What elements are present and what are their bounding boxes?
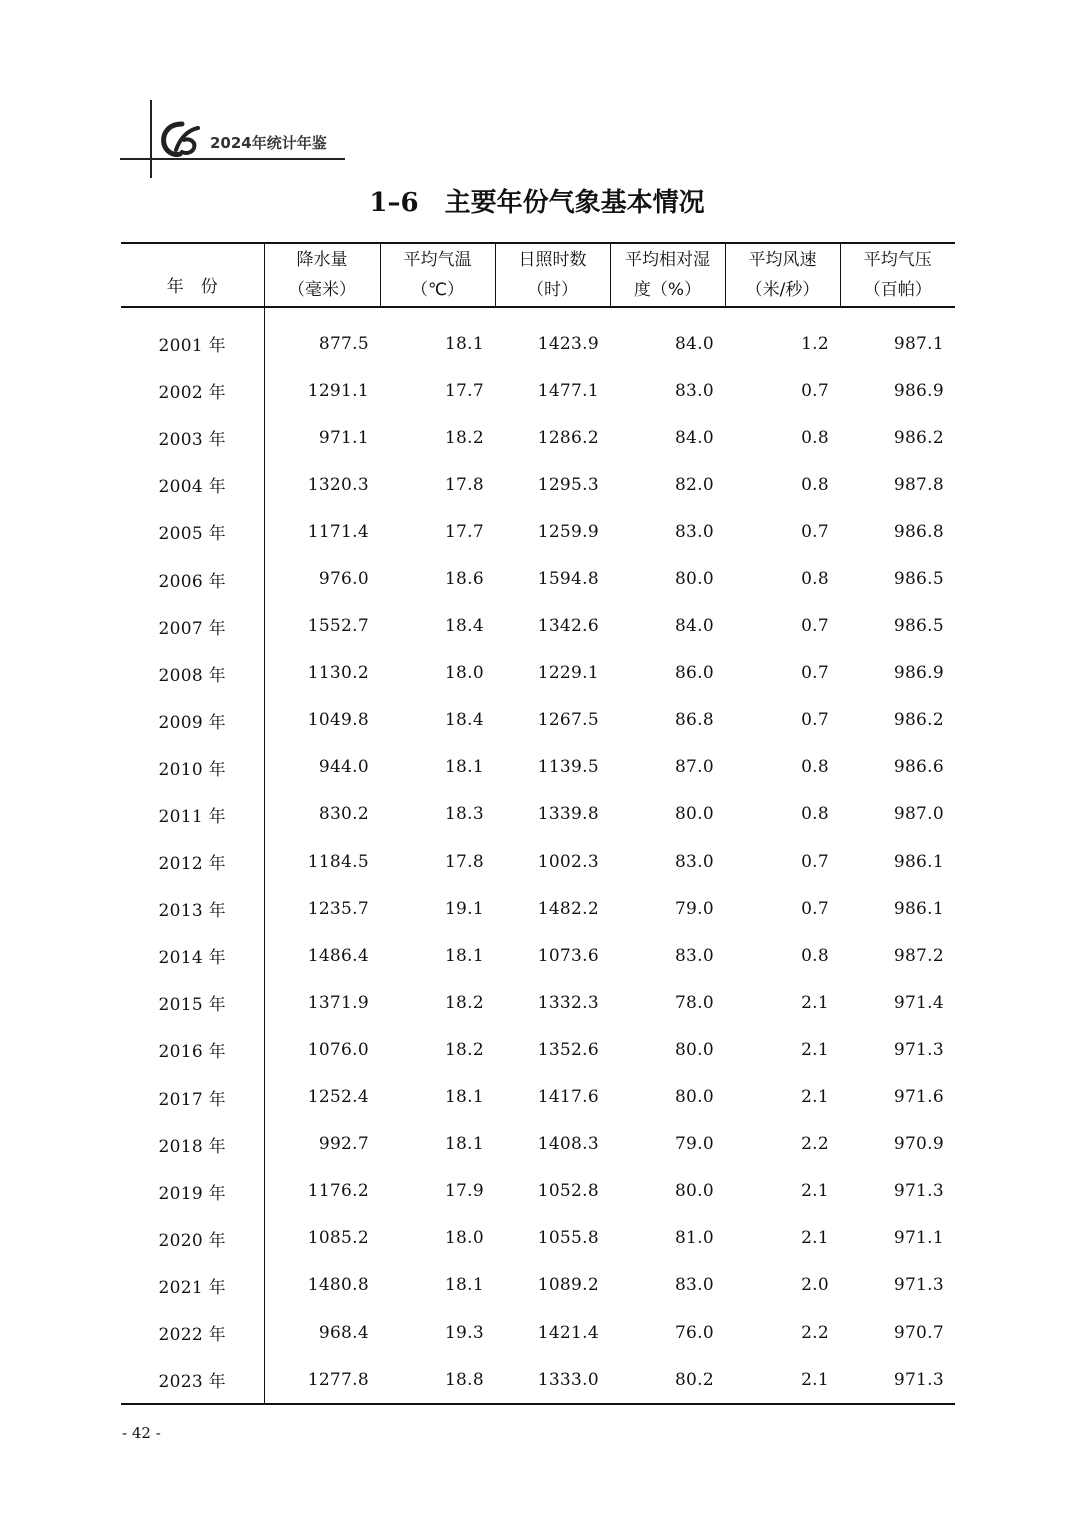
table-row xyxy=(121,979,955,1026)
column-header-line1: 平均相对湿 xyxy=(625,250,710,270)
year-cell: 2020 年 xyxy=(121,1215,264,1262)
table-row xyxy=(121,791,955,838)
column-header xyxy=(121,243,264,307)
value-cell: 1229.1 xyxy=(537,663,599,684)
value-cell: 18.3 xyxy=(444,804,484,825)
value-cell: 18.1 xyxy=(444,757,484,778)
value-cell: 986.5 xyxy=(893,616,944,637)
column-header-line1: 降水量 xyxy=(296,250,348,270)
value-cell: 1267.5 xyxy=(537,710,599,731)
value-cell: 1291.1 xyxy=(307,380,369,401)
value-cell: 0.8 xyxy=(801,474,829,495)
value-cell: 987.2 xyxy=(893,945,944,966)
value-cell: 0.8 xyxy=(801,945,829,966)
value-cell: 0.7 xyxy=(801,710,829,731)
year-cell: 2015 年 xyxy=(121,979,264,1026)
value-cell: 1342.6 xyxy=(537,616,599,637)
value-cell: 971.3 xyxy=(840,1356,955,1404)
table-body xyxy=(121,307,955,1404)
value-cell: 2.1 xyxy=(801,1181,829,1202)
table-row xyxy=(121,603,955,650)
column-header-line2: （米/秒） xyxy=(745,280,820,300)
value-cell: 1085.2 xyxy=(307,1228,369,1249)
table-title-text: 主要年份气象基本情况 xyxy=(444,188,705,218)
value-cell: 1277.8 xyxy=(264,1356,380,1404)
value-cell: 81.0 xyxy=(674,1228,714,1249)
value-cell: 0.7 xyxy=(801,521,829,542)
value-cell: 2.1 xyxy=(801,1228,829,1249)
value-cell: 2.1 xyxy=(801,992,829,1013)
value-cell: 19.3 xyxy=(444,1322,484,1343)
book-title: 2024年统计年鉴 xyxy=(210,134,327,152)
value-cell: 18.1 xyxy=(444,333,484,354)
value-cell: 1486.4 xyxy=(307,945,369,966)
year-cell: 2001 年 xyxy=(121,307,264,367)
table-row xyxy=(121,1309,955,1356)
year-cell: 2018 年 xyxy=(121,1121,264,1168)
table-row xyxy=(121,1074,955,1121)
value-cell: 986.8 xyxy=(893,521,944,542)
value-cell: 1295.3 xyxy=(537,474,599,495)
value-cell: 944.0 xyxy=(318,757,369,778)
table-row xyxy=(121,307,955,367)
value-cell: 17.9 xyxy=(444,1181,484,1202)
page-header xyxy=(120,100,350,180)
value-cell: 970.9 xyxy=(893,1134,944,1155)
year-cell: 2016 年 xyxy=(121,1026,264,1073)
year-cell: 2023 年 xyxy=(121,1356,264,1404)
value-cell: 1371.9 xyxy=(307,992,369,1013)
table-row xyxy=(121,414,955,461)
year-cell: 2006 年 xyxy=(121,555,264,602)
value-cell: 87.0 xyxy=(674,757,714,778)
weather-table xyxy=(121,242,955,1405)
year-cell: 2012 年 xyxy=(121,838,264,885)
table-row xyxy=(121,744,955,791)
table-number: 1–6 xyxy=(369,188,419,218)
value-cell: 18.2 xyxy=(444,427,484,448)
value-cell: 0.7 xyxy=(801,380,829,401)
value-cell: 2.0 xyxy=(801,1275,829,1296)
value-cell: 83.0 xyxy=(674,1275,714,1296)
value-cell: 0.7 xyxy=(801,616,829,637)
value-cell: 79.0 xyxy=(674,1134,714,1155)
value-cell: 17.7 xyxy=(444,521,484,542)
value-cell: 971.6 xyxy=(893,1087,944,1108)
value-cell: 80.0 xyxy=(674,1087,714,1108)
header-horizontal-rule xyxy=(120,158,345,160)
value-cell: 2.1 xyxy=(801,1087,829,1108)
table-row xyxy=(121,885,955,932)
value-cell: 86.8 xyxy=(674,710,714,731)
value-cell: 18.4 xyxy=(444,616,484,637)
value-cell: 976.0 xyxy=(318,569,369,590)
value-cell: 1286.2 xyxy=(537,427,599,448)
value-cell: 971.1 xyxy=(893,1228,944,1249)
value-cell: 1171.4 xyxy=(307,521,369,542)
value-cell: 830.2 xyxy=(318,804,369,825)
table-row xyxy=(121,508,955,555)
column-header-line2: （℃） xyxy=(410,280,465,300)
column-header-line1: 平均气压 xyxy=(863,250,932,270)
value-cell: 17.8 xyxy=(444,851,484,872)
column-header-line1: 日照时数 xyxy=(518,250,587,270)
value-cell: 1482.2 xyxy=(537,898,599,919)
value-cell: 83.0 xyxy=(674,945,714,966)
value-cell: 80.0 xyxy=(674,569,714,590)
value-cell: 986.1 xyxy=(893,898,944,919)
table-title xyxy=(0,182,1074,219)
value-cell: 0.8 xyxy=(801,569,829,590)
value-cell: 86.0 xyxy=(674,663,714,684)
value-cell: 80.2 xyxy=(610,1356,725,1404)
column-header xyxy=(840,243,955,307)
value-cell: 1184.5 xyxy=(307,851,369,872)
value-cell: 19.1 xyxy=(444,898,484,919)
value-cell: 971.1 xyxy=(318,427,369,448)
value-cell: 986.1 xyxy=(893,851,944,872)
year-cell: 2002 年 xyxy=(121,367,264,414)
value-cell: 18.8 xyxy=(380,1356,495,1404)
column-header-line2: （毫米） xyxy=(288,280,356,300)
value-cell: 1089.2 xyxy=(537,1275,599,1296)
value-cell: 1480.8 xyxy=(307,1275,369,1296)
value-cell: 0.8 xyxy=(801,804,829,825)
value-cell: 1130.2 xyxy=(307,663,369,684)
value-cell: 0.8 xyxy=(801,757,829,778)
table-row xyxy=(121,1215,955,1262)
value-cell: 1352.6 xyxy=(537,1039,599,1060)
value-cell: 0.8 xyxy=(801,427,829,448)
value-cell: 18.1 xyxy=(444,1134,484,1155)
value-cell: 17.7 xyxy=(444,380,484,401)
value-cell: 79.0 xyxy=(674,898,714,919)
column-header xyxy=(495,243,610,307)
value-cell: 18.0 xyxy=(444,663,484,684)
value-cell: 1594.8 xyxy=(537,569,599,590)
value-cell: 18.2 xyxy=(444,992,484,1013)
value-cell: 80.0 xyxy=(674,1181,714,1202)
value-cell: 986.2 xyxy=(893,427,944,448)
value-cell: 0.7 xyxy=(801,663,829,684)
value-cell: 84.0 xyxy=(674,427,714,448)
column-header-line1: 平均风速 xyxy=(748,250,817,270)
table-row xyxy=(121,1262,955,1309)
table-row xyxy=(121,838,955,885)
year-cell: 2013 年 xyxy=(121,885,264,932)
year-cell: 2022 年 xyxy=(121,1309,264,1356)
value-cell: 1139.5 xyxy=(537,757,599,778)
table-row xyxy=(121,1168,955,1215)
value-cell: 1049.8 xyxy=(307,710,369,731)
column-header-line2: 度（%） xyxy=(633,280,702,300)
year-cell: 2014 年 xyxy=(121,932,264,979)
table-row xyxy=(121,1121,955,1168)
value-cell: 83.0 xyxy=(674,380,714,401)
value-cell: 986.6 xyxy=(893,757,944,778)
value-cell: 986.9 xyxy=(893,380,944,401)
column-header-line1: 平均气温 xyxy=(403,250,472,270)
value-cell: 971.4 xyxy=(893,992,944,1013)
value-cell: 1339.8 xyxy=(537,804,599,825)
value-cell: 1552.7 xyxy=(307,616,369,637)
value-cell: 1073.6 xyxy=(537,945,599,966)
value-cell: 76.0 xyxy=(674,1322,714,1343)
year-cell: 2021 年 xyxy=(121,1262,264,1309)
value-cell: 987.8 xyxy=(893,474,944,495)
table-row xyxy=(121,1026,955,1073)
value-cell: 986.9 xyxy=(893,663,944,684)
value-cell: 1.2 xyxy=(801,333,829,354)
value-cell: 18.6 xyxy=(444,569,484,590)
value-cell: 17.8 xyxy=(444,474,484,495)
column-header xyxy=(380,243,495,307)
value-cell: 84.0 xyxy=(674,616,714,637)
column-header xyxy=(264,243,380,307)
value-cell: 1408.3 xyxy=(537,1134,599,1155)
value-cell: 1417.6 xyxy=(537,1087,599,1108)
table-row xyxy=(121,461,955,508)
value-cell: 1052.8 xyxy=(537,1181,599,1202)
value-cell: 0.7 xyxy=(801,898,829,919)
value-cell: 971.3 xyxy=(893,1181,944,1202)
table-row xyxy=(121,1356,955,1404)
table-header-row xyxy=(121,243,955,307)
value-cell: 1002.3 xyxy=(537,851,599,872)
value-cell: 78.0 xyxy=(674,992,714,1013)
column-header xyxy=(610,243,725,307)
page-number: - 42 - xyxy=(122,1424,161,1442)
year-cell: 2007 年 xyxy=(121,603,264,650)
value-cell: 83.0 xyxy=(674,521,714,542)
yearbook-logo-icon xyxy=(158,120,204,160)
year-cell: 2003 年 xyxy=(121,414,264,461)
value-cell: 84.0 xyxy=(674,333,714,354)
value-cell: 2.1 xyxy=(725,1356,840,1404)
value-cell: 1320.3 xyxy=(307,474,369,495)
value-cell: 18.0 xyxy=(444,1228,484,1249)
value-cell: 0.7 xyxy=(801,851,829,872)
year-cell: 2009 年 xyxy=(121,697,264,744)
year-cell: 2017 年 xyxy=(121,1074,264,1121)
value-cell: 1421.4 xyxy=(537,1322,599,1343)
value-cell: 1423.9 xyxy=(537,333,599,354)
value-cell: 1259.9 xyxy=(537,521,599,542)
value-cell: 971.3 xyxy=(893,1039,944,1060)
year-cell: 2019 年 xyxy=(121,1168,264,1215)
value-cell: 987.1 xyxy=(893,333,944,354)
value-cell: 1332.3 xyxy=(537,992,599,1013)
value-cell: 1176.2 xyxy=(307,1181,369,1202)
value-cell: 986.2 xyxy=(893,710,944,731)
table-row xyxy=(121,650,955,697)
value-cell: 970.7 xyxy=(893,1322,944,1343)
value-cell: 83.0 xyxy=(674,851,714,872)
value-cell: 80.0 xyxy=(674,1039,714,1060)
value-cell: 2.1 xyxy=(801,1039,829,1060)
year-cell: 2011 年 xyxy=(121,791,264,838)
value-cell: 1333.0 xyxy=(495,1356,610,1404)
column-header-line1: 年 份 xyxy=(166,277,218,297)
column-header-line2: （时） xyxy=(527,280,578,300)
year-cell: 2005 年 xyxy=(121,508,264,555)
value-cell: 877.5 xyxy=(318,333,369,354)
value-cell: 971.3 xyxy=(893,1275,944,1296)
value-cell: 986.5 xyxy=(893,569,944,590)
table-row xyxy=(121,697,955,744)
value-cell: 18.4 xyxy=(444,710,484,731)
column-header-line2: （百帕） xyxy=(863,280,932,300)
value-cell: 18.1 xyxy=(444,1087,484,1108)
value-cell: 2.2 xyxy=(801,1322,829,1343)
value-cell: 1252.4 xyxy=(307,1087,369,1108)
column-header xyxy=(725,243,840,307)
value-cell: 992.7 xyxy=(318,1134,369,1155)
value-cell: 18.2 xyxy=(444,1039,484,1060)
value-cell: 80.0 xyxy=(674,804,714,825)
year-cell: 2008 年 xyxy=(121,650,264,697)
value-cell: 1055.8 xyxy=(537,1228,599,1249)
value-cell: 18.1 xyxy=(444,1275,484,1296)
table-row xyxy=(121,555,955,602)
table-row xyxy=(121,932,955,979)
value-cell: 2.2 xyxy=(801,1134,829,1155)
value-cell: 987.0 xyxy=(893,804,944,825)
header-vertical-rule xyxy=(150,100,152,178)
table-row xyxy=(121,367,955,414)
year-cell: 2010 年 xyxy=(121,744,264,791)
year-cell: 2004 年 xyxy=(121,461,264,508)
value-cell: 82.0 xyxy=(674,474,714,495)
value-cell: 18.1 xyxy=(444,945,484,966)
value-cell: 968.4 xyxy=(318,1322,369,1343)
value-cell: 1477.1 xyxy=(537,380,599,401)
value-cell: 1235.7 xyxy=(307,898,369,919)
value-cell: 1076.0 xyxy=(307,1039,369,1060)
